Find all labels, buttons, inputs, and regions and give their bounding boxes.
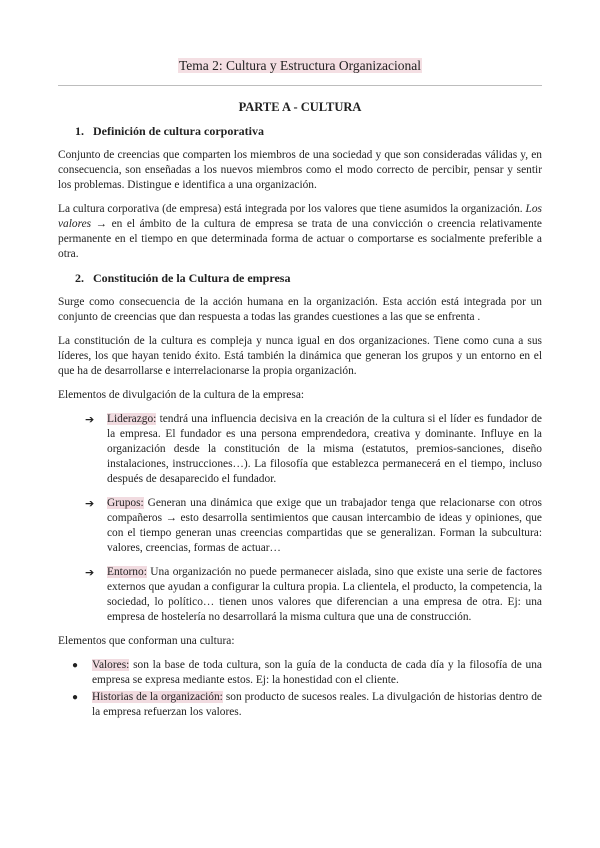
- list-item-text: tendrá una influencia decisiva en la creación de la cultura si el líder es fundador de la empresa. El fundador es una persona emprendedora, creativa y dominante. Influye en la organización desde la constitución de la misma (estatutos, premios-sanciones, diseño instalaciones, instrucciones…). La filosofía que establezca permanecerá en el tiempo, incluso después de desaparecido el fundador.: [107, 413, 542, 485]
- section-1-paragraph-1: Conjunto de creencias que comparten los miembros de una sociedad y que son consideradas válidas y, en consecuencia, son enseñadas a los nuevos miembros como el modo correcto de percibir, pensar y sentir los problemas. Distingue e identifica a una organización.: [58, 149, 542, 191]
- document-header: [0, 58, 600, 74]
- list-item-text: son producto de sucesos reales. La divulgación de historias dentro de la empresa refuerzan los valores.: [92, 691, 542, 718]
- header-divider: [58, 85, 542, 86]
- highlighted-term: Entorno:: [107, 566, 147, 578]
- dot-bullet-icon: ●: [72, 660, 79, 671]
- section-2-number: 2.: [75, 271, 84, 285]
- highlighted-term: Historias de la organización:: [92, 691, 223, 703]
- list-item: [58, 690, 542, 720]
- section-2-heading: [75, 271, 542, 286]
- dot-bullet-icon: ●: [72, 692, 79, 703]
- section-1-title: Definición de cultura corporativa: [93, 124, 264, 138]
- arrow-bullet-icon: ➔: [85, 413, 95, 426]
- section-2-paragraph-2: La constitución de la cultura es compleja y nunca igual en dos organizaciones. Tiene como cuna a sus líderes, los que hayan tenido éxito. Está también la dinámica que generan los grupos y un entorno en el que ha de desarrollarse e interrelacionarse la propia organización.: [58, 335, 542, 377]
- emphasis-los-valores: Los valores: [58, 203, 542, 230]
- section-2-title: Constitución de la Cultura de empresa: [93, 271, 291, 285]
- header-title: Tema 2: Cultura y Estructura Organizacional: [178, 58, 422, 73]
- document-body: [58, 98, 542, 722]
- highlighted-term: Valores:: [92, 659, 130, 671]
- list-item: [58, 658, 542, 688]
- section-2-paragraph-1: Surge como consecuencia de la acción humana en la organización. Esta acción está integrada por un conjunto de creencias que dan respuesta a todas las grandes cuestiones a las que se enfrenta .: [58, 296, 542, 323]
- section-2-paragraph-4: Elementos que conforman una cultura:: [58, 635, 235, 647]
- arrow-bullet-icon: ➔: [85, 566, 95, 579]
- paragraph-text: La cultura corporativa (de empresa) está integrada por los valores que tiene asumidos la organización.: [58, 203, 526, 215]
- list-item: [58, 412, 542, 487]
- highlighted-term: Liderazgo:: [107, 413, 157, 425]
- list-item-text: Una organización no puede permanecer aislada, sino que existe una serie de factores externos que ayudan a configurar la cultura propia. La clientela, el producto, la competencia, la sociedad, lo político… tienen unos valores que diferencian a una empresa de otra. Ej: una empresa de hostelería no desarrollará la misma cultura que una de construcción.: [107, 566, 542, 623]
- section-1-paragraph-2: [58, 202, 542, 262]
- list-item-text: Generan una dinámica que exige que un trabajador tenga que relacionarse con otros compañeros → esto desarrolla sentimientos que causan intercambio de ideas y opiniones, que con el tiempo generan unas creencias compartidas que se generalizan. Forman la subcultura: valores, creencias, formas de actuar…: [107, 497, 542, 554]
- list-item-text: son la base de toda cultura, son la guía de la conducta de cada día y la filosofía de una empresa se expresa mediante estos. Ej: la honestidad con el cliente.: [92, 659, 542, 686]
- highlighted-term: Grupos:: [107, 497, 144, 509]
- list-item: [58, 496, 542, 556]
- section-2-paragraph-3: Elementos de divulgación de la cultura de la empresa:: [58, 389, 305, 401]
- conforman-list: [58, 658, 542, 720]
- section-1-number: 1.: [75, 124, 84, 138]
- part-title: PARTE A - CULTURA: [238, 100, 362, 114]
- arrow-bullet-icon: ➔: [85, 497, 95, 510]
- divulgacion-list: [58, 412, 542, 625]
- section-1-heading: [75, 124, 542, 139]
- paragraph-text: → en el ámbito de la cultura de empresa se trata de una convicción o creencia relativamente permanente en el tiempo en que determinada forma de actuar o comportarse es socialmente preferible a otra.: [58, 218, 542, 260]
- list-item: [58, 565, 542, 625]
